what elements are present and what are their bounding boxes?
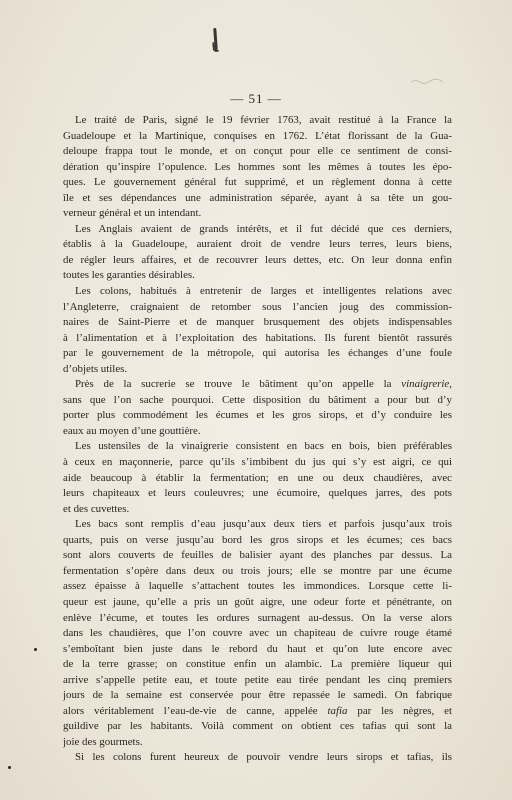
text-line: enlève l’écume, et toutes les ordures surnagent au-dessus. On la verse alors bbox=[63, 611, 452, 624]
text-line: eaux au moyen d’une gouttière. bbox=[63, 424, 201, 437]
text-line: jours de la semaine est conservée pour être repassée le samedi. On fabrique bbox=[63, 689, 452, 702]
text-line: établis à la Guadeloupe, auraient droit de vendre leurs terres, leurs biens, bbox=[63, 238, 452, 251]
page-number: — 51 — bbox=[230, 91, 282, 106]
text-line: Les ustensiles de la vinaigrerie consistent en bacs en bois, bien préférables bbox=[75, 440, 452, 453]
text-line: s’emboîtant bien juste dans le rebord du haut et qu’on lute encore avec bbox=[63, 642, 452, 655]
text-line: fermentation s’opère dans deux ou trois jours; elle se montre par une écume bbox=[63, 564, 452, 577]
text-line: Guadeloupe et la Martinique, conquises en 1762. L’état florissant de la Gua- bbox=[63, 129, 452, 142]
text-line: porter plus commodément les écumes et les gros sirops, et d’y conduire les bbox=[63, 409, 452, 422]
text-line: ques. Le gouvernement général fut supprimé, et un règlement donna à cette bbox=[63, 176, 452, 189]
margin-speck bbox=[34, 648, 37, 651]
text-line: arrive s’appelle petite eau, et toute petite eau tirée pendant les cinq premiers bbox=[63, 673, 452, 686]
text-line: queur est jaune, qu’elle a pris un goût aigre, une odeur forte et pénétrante, on bbox=[63, 595, 452, 608]
text-line: joie des gourmets. bbox=[63, 735, 143, 748]
text-line: toutes les garanties désirables. bbox=[63, 269, 195, 282]
text-line: d’objets utiles. bbox=[63, 362, 128, 375]
ink-mark bbox=[213, 28, 218, 50]
text-line: Les Anglais avaient de grands intérêts, et il fut décidé que ces derniers, bbox=[75, 222, 452, 235]
text-line: verneur général et un intendant. bbox=[63, 207, 202, 220]
text-line: aide beaucoup à établir la fermentation; en une ou deux chaudières, avec bbox=[63, 471, 452, 484]
text-line: alors véritablement l’eau-de-vie de canne, appelée tafia par les nègres, et bbox=[63, 704, 452, 717]
text-line: Si les colons furent heureux de pouvoir vendre leurs sirops et tafias, ils bbox=[75, 751, 452, 764]
text-line: de régler leurs affaires, et de recouvrer leurs dettes, etc. On leur donna enfin bbox=[63, 253, 452, 266]
text-line: sans que l’on sache pourquoi. Cette disposition du bâtiment a pour but d’y bbox=[63, 393, 452, 406]
text-line: quarts, puis on verse jusqu’au bord les gros sirops et les écumes; ces bacs bbox=[63, 533, 452, 546]
text-line: deloupe frappa tout le monde, et on conçut pour elle ce sentiment de consi- bbox=[63, 145, 452, 158]
text-body bbox=[63, 113, 452, 766]
margin-speck bbox=[8, 766, 11, 769]
text-line: sont alors couverts de feuilles de balisier ayant des planches par dessus. La bbox=[63, 549, 452, 562]
text-line: et des cuvettes. bbox=[63, 502, 130, 515]
text-line: par le gouvernement de la métropole, qui autorisa les échanges d’une foule bbox=[63, 347, 452, 360]
pencil-scribble bbox=[410, 78, 444, 84]
text-line: guildive par les habitants. Voilà comment on obtient ces tafias qui sont la bbox=[63, 720, 452, 733]
text-line: assez épaisse à laquelle s’attachent toutes les immondices. Lorsque cette li- bbox=[63, 580, 452, 593]
text-line: à l’alimentation et à l’exploitation des habitations. Ils furent bientôt rassurés bbox=[63, 331, 452, 344]
text-line: leurs chapiteaux et leurs couleuvres; une écumoire, quelques jarres, des pots bbox=[63, 487, 452, 500]
text-line: l’Angleterre, craignaient de retomber sous l’ancien joug des commission- bbox=[63, 300, 452, 313]
text-line: Les colons, habitués à entretenir de larges et intelligentes relations avec bbox=[75, 285, 452, 298]
text-line: Le traité de Paris, signé le 19 février 1763, avait restitué à la France la bbox=[75, 114, 452, 126]
text-line: de la terre grasse; on constitue enfin un alambic. La première liqueur qui bbox=[63, 658, 452, 671]
text-line: à ceux en maçonnerie, parce qu’ils s’imbibent du jus qui s’y est aigri, ce qui bbox=[63, 456, 452, 469]
text-line: Près de la sucrerie se trouve le bâtiment qu’on appelle la vinaigrerie, bbox=[75, 378, 452, 391]
text-line: Les bacs sont remplis d’eau jusqu’aux deux tiers et parfois jusqu’aux trois bbox=[75, 518, 452, 531]
text-line: dération qu’inspire l’opulence. Les hommes sont les mêmes à toutes les épo- bbox=[63, 160, 452, 173]
text-line: île et ses dépendances une administration séparée, ayant à sa tête un gou- bbox=[63, 191, 452, 204]
text-line: naires de Saint-Pierre et de manquer brusquement des objets indispensables bbox=[63, 316, 452, 329]
text-line: dans les chaudières, que l’on couvre avec un chapiteau de cuivre rouge étamé bbox=[63, 627, 452, 640]
